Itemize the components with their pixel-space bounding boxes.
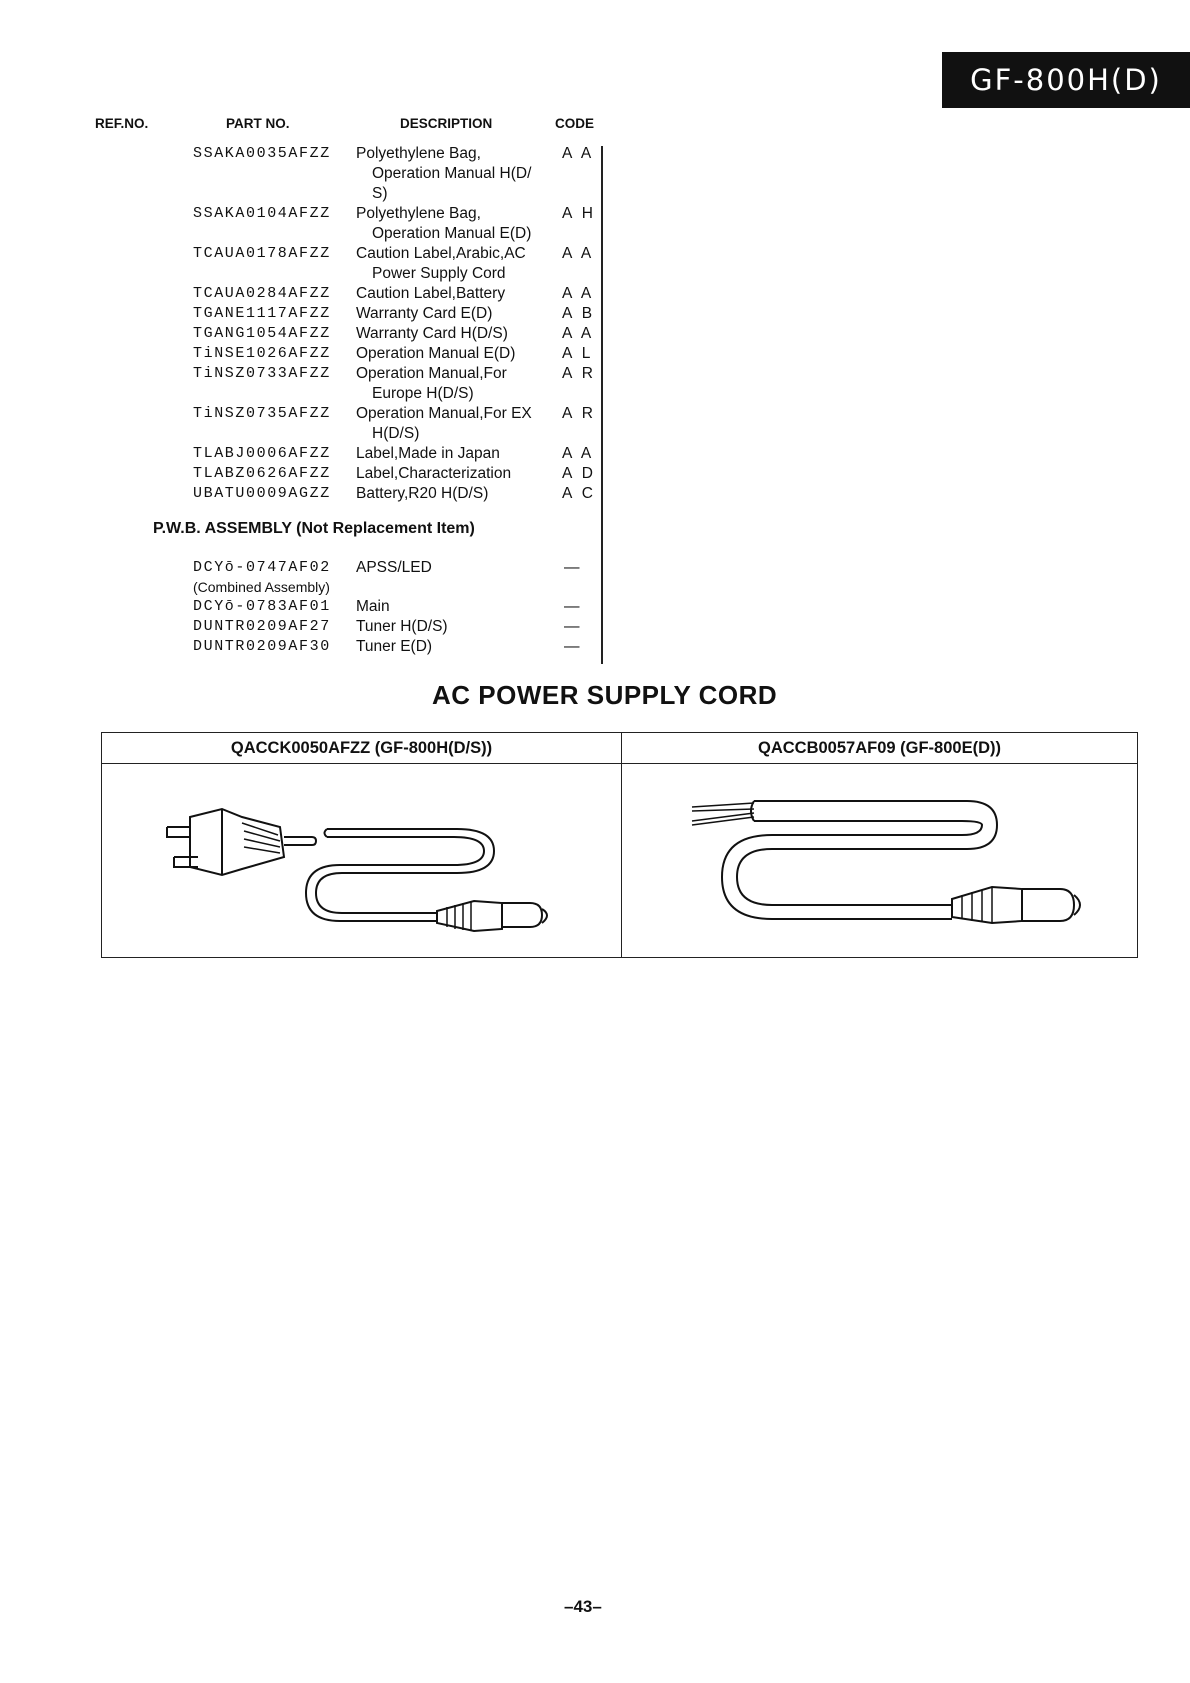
part-code: — bbox=[564, 618, 583, 635]
combined-assembly-note: (Combined Assembly) bbox=[193, 579, 330, 595]
part-code: A A bbox=[562, 285, 595, 302]
cord-part-label: QACCB0057AF09 (GF-800E(D)) bbox=[622, 733, 1137, 764]
part-number: DCYō-0783AF01 bbox=[193, 598, 331, 615]
part-number: DCYō-0747AF02 bbox=[193, 559, 331, 576]
description-continuation: Operation Manual H(D/ bbox=[372, 165, 532, 182]
cord-cell-e bbox=[622, 733, 1137, 957]
parts-row bbox=[0, 465, 700, 485]
col-description: DESCRIPTION bbox=[400, 116, 493, 131]
part-description: Tuner H(D/S) bbox=[356, 618, 448, 635]
part-number: SSAKA0104AFZZ bbox=[193, 205, 331, 222]
part-description: Operation Manual E(D) bbox=[356, 345, 516, 362]
part-number: TCAUA0284AFZZ bbox=[193, 285, 331, 302]
description-continuation: Europe H(D/S) bbox=[372, 385, 474, 402]
pwb-row bbox=[0, 638, 700, 658]
part-code: — bbox=[564, 598, 583, 615]
part-code: — bbox=[564, 559, 583, 576]
ac-cord-section-title: AC POWER SUPPLY CORD bbox=[432, 680, 778, 710]
part-code: A A bbox=[562, 145, 595, 162]
part-code: A L bbox=[562, 345, 594, 362]
part-number: TCAUA0178AFZZ bbox=[193, 245, 331, 262]
part-code: — bbox=[564, 638, 583, 655]
part-description: Caution Label,Battery bbox=[356, 285, 506, 302]
part-number: TLABZ0626AFZZ bbox=[193, 465, 331, 482]
part-description: Caution Label,Arabic,AC bbox=[356, 245, 526, 262]
cord-cell-h bbox=[102, 733, 622, 957]
part-code: A H bbox=[562, 205, 596, 222]
part-description: Tuner E(D) bbox=[356, 638, 433, 655]
part-number: TiNSE1026AFZZ bbox=[193, 345, 331, 362]
part-code: A D bbox=[562, 465, 596, 482]
euro-plug-cord-illustration bbox=[102, 765, 621, 957]
part-description: Polyethylene Bag, bbox=[356, 205, 481, 222]
part-number: TiNSZ0733AFZZ bbox=[193, 365, 331, 382]
part-number: TiNSZ0735AFZZ bbox=[193, 405, 331, 422]
part-number: DUNTR0209AF30 bbox=[193, 638, 331, 655]
pwb-assembly-heading: P.W.B. ASSEMBLY (Not Replacement Item) bbox=[153, 520, 475, 537]
part-code: A A bbox=[562, 325, 595, 342]
part-number: UBATU0009AGZZ bbox=[193, 485, 331, 502]
pwb-row bbox=[0, 618, 700, 638]
parts-row bbox=[0, 345, 700, 365]
part-description: Warranty Card E(D) bbox=[356, 305, 493, 322]
parts-row bbox=[0, 365, 700, 385]
part-number: DUNTR0209AF27 bbox=[193, 618, 331, 635]
parts-row bbox=[0, 285, 700, 305]
parts-row bbox=[0, 325, 700, 345]
part-code: A A bbox=[562, 445, 595, 462]
parts-row bbox=[0, 485, 700, 505]
part-code: A B bbox=[562, 305, 596, 322]
parts-row bbox=[0, 245, 700, 265]
bare-wire-cord-illustration bbox=[622, 765, 1137, 957]
parts-row bbox=[0, 205, 700, 225]
description-continuation: S) bbox=[372, 185, 388, 202]
part-description: Label,Characterization bbox=[356, 465, 512, 482]
pwb-row bbox=[0, 559, 700, 579]
part-number: TLABJ0006AFZZ bbox=[193, 445, 331, 462]
part-description: APSS/LED bbox=[356, 559, 432, 576]
parts-row bbox=[0, 305, 700, 325]
pwb-row bbox=[0, 598, 700, 618]
part-description: Battery,R20 H(D/S) bbox=[356, 485, 489, 502]
part-description: Label,Made in Japan bbox=[356, 445, 500, 462]
part-description: Polyethylene Bag, bbox=[356, 145, 481, 162]
description-continuation: Operation Manual E(D) bbox=[372, 225, 532, 242]
col-code: CODE bbox=[555, 116, 595, 131]
part-code: A C bbox=[562, 485, 596, 502]
cord-part-label: QACCK0050AFZZ (GF-800H(D/S)) bbox=[102, 733, 621, 764]
model-badge: GF-800H(D) bbox=[942, 52, 1190, 108]
description-continuation: Power Supply Cord bbox=[372, 265, 506, 282]
part-code: A R bbox=[562, 365, 596, 382]
part-description: Warranty Card H(D/S) bbox=[356, 325, 508, 342]
col-ref-no: REF.NO. bbox=[95, 116, 149, 131]
part-code: A A bbox=[562, 245, 595, 262]
page-number: –43– bbox=[564, 1597, 602, 1616]
part-number: TGANE1117AFZZ bbox=[193, 305, 331, 322]
part-code: A R bbox=[562, 405, 596, 422]
part-description: Operation Manual,For EX bbox=[356, 405, 532, 422]
part-description: Operation Manual,For bbox=[356, 365, 507, 382]
cord-table bbox=[101, 732, 1138, 958]
description-continuation: H(D/S) bbox=[372, 425, 420, 442]
part-number: TGANG1054AFZZ bbox=[193, 325, 331, 342]
part-description: Main bbox=[356, 598, 390, 615]
parts-row bbox=[0, 405, 700, 425]
parts-row bbox=[0, 145, 700, 165]
col-part-no: PART NO. bbox=[226, 116, 290, 131]
part-number: SSAKA0035AFZZ bbox=[193, 145, 331, 162]
parts-row bbox=[0, 445, 700, 465]
